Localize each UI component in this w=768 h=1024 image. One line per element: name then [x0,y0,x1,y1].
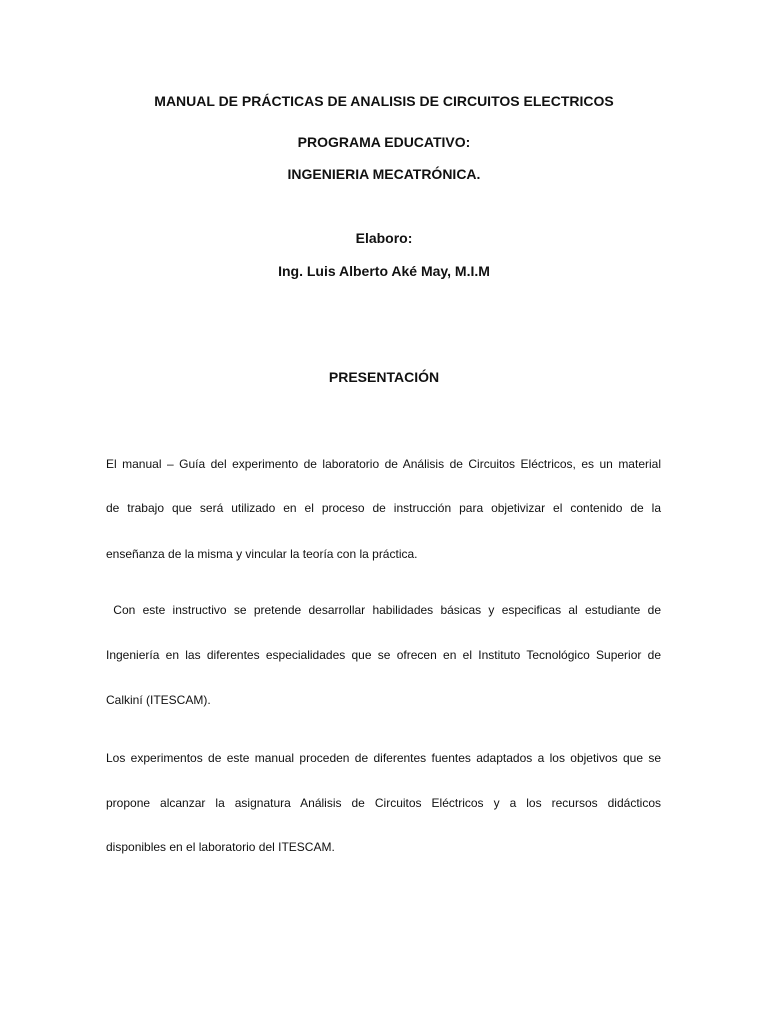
author-label: Elaboro: [355,230,413,246]
author-name: Ing. Luis Alberto Aké May, M.I.M [278,263,490,279]
presentation-heading: PRESENTACIÓN [328,369,440,385]
paragraph-line: El manual – Guía del experimento de laboratorio de Análisis de Circuitos Eléctricos, es un material [106,457,661,471]
document-title: MANUAL DE PRÁCTICAS DE ANALISIS DE CIRCUITOS ELECTRICOS [154,93,614,109]
paragraph-line: Ingeniería en las diferentes especialidades que se ofrecen en el Instituto Tecnológico Superior de [106,648,661,662]
paragraph-line: enseñanza de la misma y vincular la teoría con la práctica. [106,547,418,561]
paragraph-line: disponibles en el laboratorio del ITESCAM. [106,840,335,854]
paragraph-line: de trabajo que será utilizado en el proceso de instrucción para objetivizar el contenido de la [106,501,661,515]
program-label: PROGRAMA EDUCATIVO: [297,134,471,150]
program-name: INGENIERIA MECATRÓNICA. [287,166,481,182]
paragraph-line: propone alcanzar la asignatura Análisis de Circuitos Eléctricos y a los recursos didácticos [106,796,661,810]
paragraph-line: Los experimentos de este manual proceden de diferentes fuentes adaptados a los objetivos que se [106,751,661,765]
paragraph-line: Con este instructivo se pretende desarrollar habilidades básicas y especificas al estudiante de [106,603,661,617]
paragraph-line: Calkiní (ITESCAM). [106,693,211,707]
